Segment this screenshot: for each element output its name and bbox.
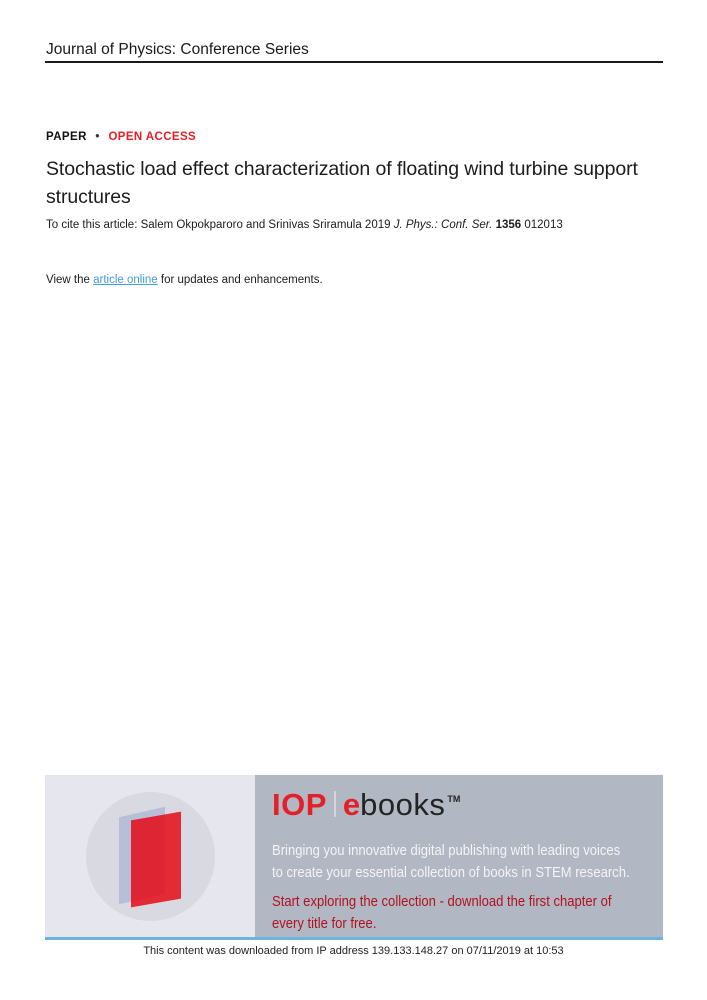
ebooks-logo-e: e (342, 787, 361, 822)
view-online-line (46, 274, 323, 286)
article-title-line2: structures (46, 186, 131, 208)
header-rule (45, 61, 663, 63)
ebooks-tagline (272, 840, 663, 883)
ebooks-cta-line1: Start exploring the collection - download the first chapter of (272, 893, 612, 910)
download-note: This content was downloaded from IP address 139.133.148.27 on 07/11/2019 at 10:53 (143, 945, 564, 957)
citation-journal-abbrev: J. Phys.: Conf. Ser. (393, 219, 493, 231)
iop-logo-text: IOP (272, 787, 327, 822)
iop-ebooks-ad-banner[interactable] (45, 775, 663, 940)
view-online-before: View the (46, 274, 94, 286)
article-title (46, 155, 638, 211)
ebooks-logo-books: books (360, 787, 446, 822)
ebooks-tagline-line1: Bringing you innovative digital publishing with leading voices (272, 842, 621, 859)
ebooks-banner-illustration (45, 775, 255, 937)
view-online-after: for updates and enhancements. (157, 274, 323, 286)
ebooks-tagline-line2: to create your essential collection of books in STEM research. (272, 863, 630, 881)
book-cover-front-icon (131, 812, 181, 908)
article-meta-line (46, 131, 196, 143)
open-access-label: OPEN ACCESS (108, 131, 197, 143)
article-online-link[interactable]: article online (93, 274, 158, 286)
article-title-line1: Stochastic load effect characterization of floating wind turbine support (46, 158, 638, 180)
iop-ebooks-logo (272, 788, 663, 829)
trademark-symbol: TM (447, 794, 461, 804)
citation-line (46, 219, 563, 231)
meta-separator-dot: • (95, 131, 100, 143)
citation-article-number: 012013 (524, 219, 563, 231)
citation-prefix: To cite this article: Salem Okpokparoro and Srinivas Sriramula 2019 (46, 219, 394, 231)
paper-type-label: PAPER (46, 131, 87, 143)
ebooks-cta-line2: every title for free. (272, 914, 377, 932)
citation-volume: 1356 (495, 219, 522, 231)
logo-divider (334, 791, 336, 817)
ebooks-banner-content (255, 775, 663, 937)
journal-name: Journal of Physics: Conference Series (46, 41, 309, 58)
ebooks-cta (272, 891, 663, 934)
